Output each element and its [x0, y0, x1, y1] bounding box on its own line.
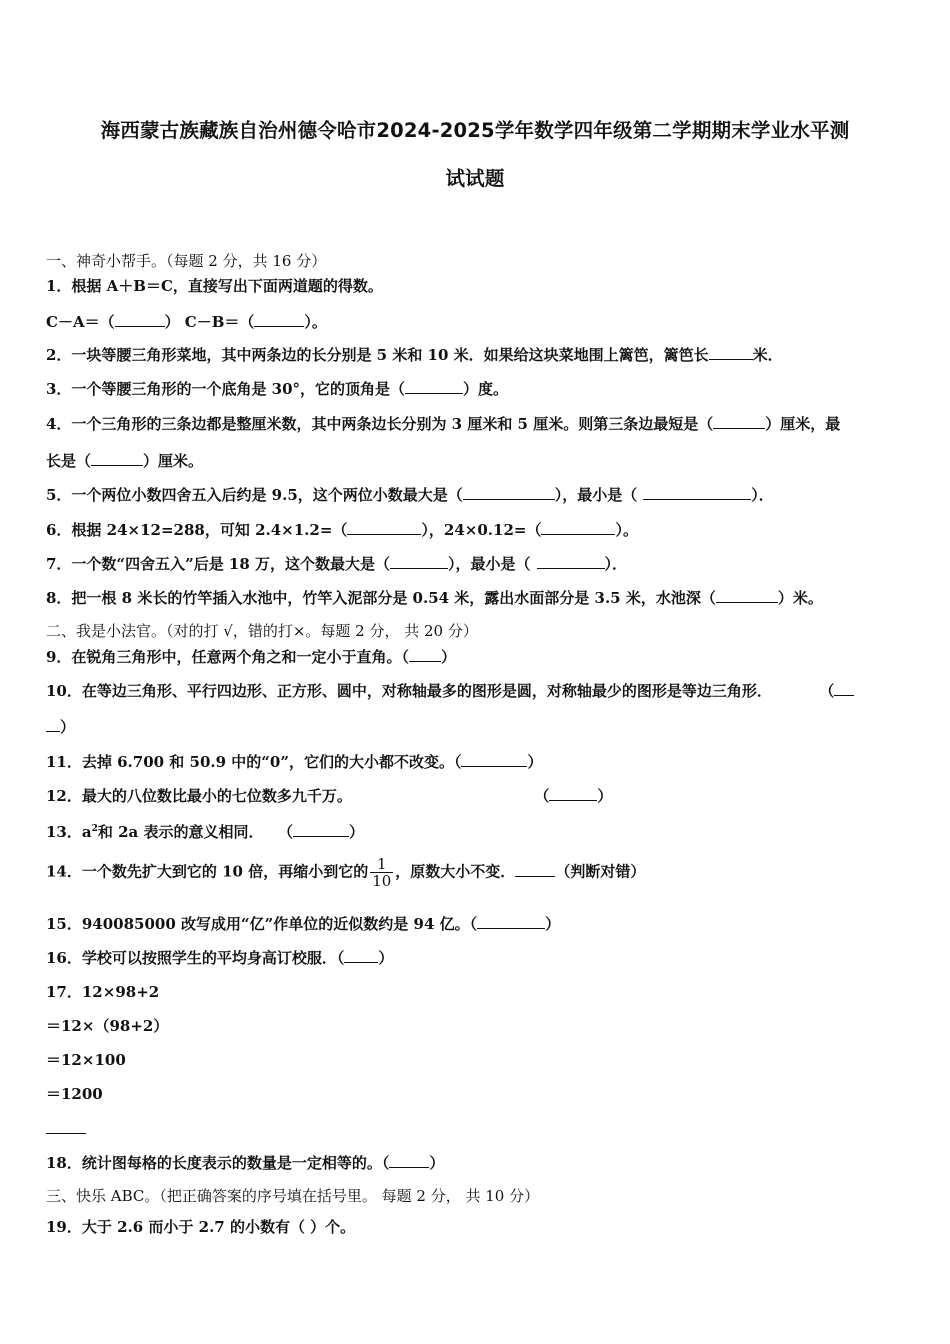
answer-blank[interactable]: [91, 450, 143, 466]
answer-blank[interactable]: [115, 311, 165, 327]
question-3: 3．一个等腰三角形的一个底角是 30°，它的顶角是（ ）度。: [46, 380, 509, 398]
fraction-one-tenth: $\frac{1}{10}$: [372, 855, 392, 890]
answer-blank[interactable]: [709, 344, 753, 360]
section-1-heading: 一、神奇小帮手。（每题 2 分，共 16 分）: [46, 252, 327, 270]
question-14: 14．一个数先扩大到它的 10 倍，再缩小到它的 $\frac{1}{10}$ ，原数大小不变． （判断对错）: [46, 855, 646, 890]
answer-blank[interactable]: [293, 821, 349, 837]
answer-blank[interactable]: [46, 1118, 86, 1134]
answer-blank[interactable]: [643, 484, 751, 500]
answer-blank[interactable]: [390, 553, 448, 569]
answer-blank[interactable]: [344, 947, 378, 963]
answer-blank[interactable]: [541, 519, 615, 535]
question-4-continued: 长是（ ）厘米。: [46, 452, 204, 470]
question-15: 15．940085000 改写成用“亿”作单位的近似数约是 94 亿。（ ）: [46, 915, 561, 933]
answer-blank[interactable]: [461, 751, 527, 767]
answer-blank[interactable]: [549, 785, 597, 801]
question-17-step-1: ＝12×（98+2）: [46, 1017, 169, 1035]
question-9: 9．在锐角三角形中，任意两个角之和一定小于直角。（ ）: [46, 648, 456, 666]
answer-blank[interactable]: [409, 646, 441, 662]
question-16: 16．学校可以按照学生的平均身高订校服．（ ）: [46, 949, 394, 967]
answer-blank[interactable]: [405, 378, 463, 394]
exam-title-line-2: 试试题: [445, 167, 505, 190]
question-17-step-3: ＝1200: [46, 1085, 103, 1103]
question-4: 4．一个三角形的三条边都是整厘米数，其中两条边长分别为 3 厘米和 5 厘米。则第三条边最短是（ ）厘米，最: [46, 415, 841, 433]
answer-blank[interactable]: [347, 519, 421, 535]
section-2-heading: 二、我是小法官。（对的打 √，错的打×。每题 2 分， 共 20 分）: [46, 622, 478, 640]
question-17-step-2: ＝12×100: [46, 1051, 126, 1069]
answer-blank[interactable]: [834, 680, 854, 696]
answer-blank[interactable]: [716, 587, 778, 603]
question-13: 13．$a^2$和 2a 表示的意义相同． （ ）: [46, 823, 364, 841]
question-18: 18．统计图每格的长度表示的数量是一定相等的。（ ）: [46, 1154, 445, 1172]
answer-blank[interactable]: [463, 484, 555, 500]
exam-title-line-1: 海西蒙古族藏族自治州德令哈市2024-2025学年数学四年级第二学期期末学业水平测: [100, 119, 850, 142]
question-17-answer: [46, 1118, 86, 1139]
question-5: 5．一个两位小数四舍五入后约是 9.5，这个两位小数最大是（ ），最小是（ ）．: [46, 486, 774, 504]
question-6: 6．根据 24×12=288，可知 2.4×1.2=（ ），24×0.12=（ ）。: [46, 521, 638, 539]
answer-blank[interactable]: [537, 553, 605, 569]
answer-blank[interactable]: [477, 913, 545, 929]
question-19: 19．大于 2.6 而小于 2.7 的小数有（ ）个。: [46, 1218, 356, 1236]
question-10-continued: ）: [46, 716, 75, 737]
question-11: 11．去掉 6.700 和 50.9 中的“0”，它们的大小都不改变。（ ）: [46, 753, 543, 771]
answer-blank[interactable]: [389, 1152, 429, 1168]
question-17: 17．12×98+2: [46, 983, 160, 1001]
answer-blank[interactable]: [46, 716, 60, 732]
question-8: 8．把一根 8 米长的竹竿插入水池中，竹竿入泥部分是 0.54 米，露出水面部分是 3.5 米，水池深（ ）米。: [46, 589, 823, 607]
question-1-answers: C－A＝（ ） C－B＝（ ）。: [46, 313, 327, 331]
answer-blank[interactable]: [254, 311, 304, 327]
question-12: 12．最大的八位数比最小的七位数多九千万。 （ ）: [46, 787, 613, 805]
question-10: 10．在等边三角形、平行四边形、正方形、圆中，对称轴最多的图形是圆，对称轴最少的图形是等边三角形． （: [46, 680, 854, 701]
question-2: 2．一块等腰三角形菜地，其中两条边的长分别是 5 米和 10 米．如果给这块菜地围上篱笆，篱笆长 米．: [46, 346, 783, 364]
answer-blank[interactable]: [515, 861, 555, 877]
section-3-heading: 三、快乐 ABC。（把正确答案的序号填在括号里。 每题 2 分， 共 10 分）: [46, 1187, 540, 1205]
answer-blank[interactable]: [713, 413, 765, 429]
question-7: 7．一个数“四舍五入”后是 18 万，这个数最大是（ ），最小是（ ）．: [46, 555, 628, 573]
question-1: 1．根据 A＋B＝C，直接写出下面两道题的得数。: [46, 277, 383, 295]
